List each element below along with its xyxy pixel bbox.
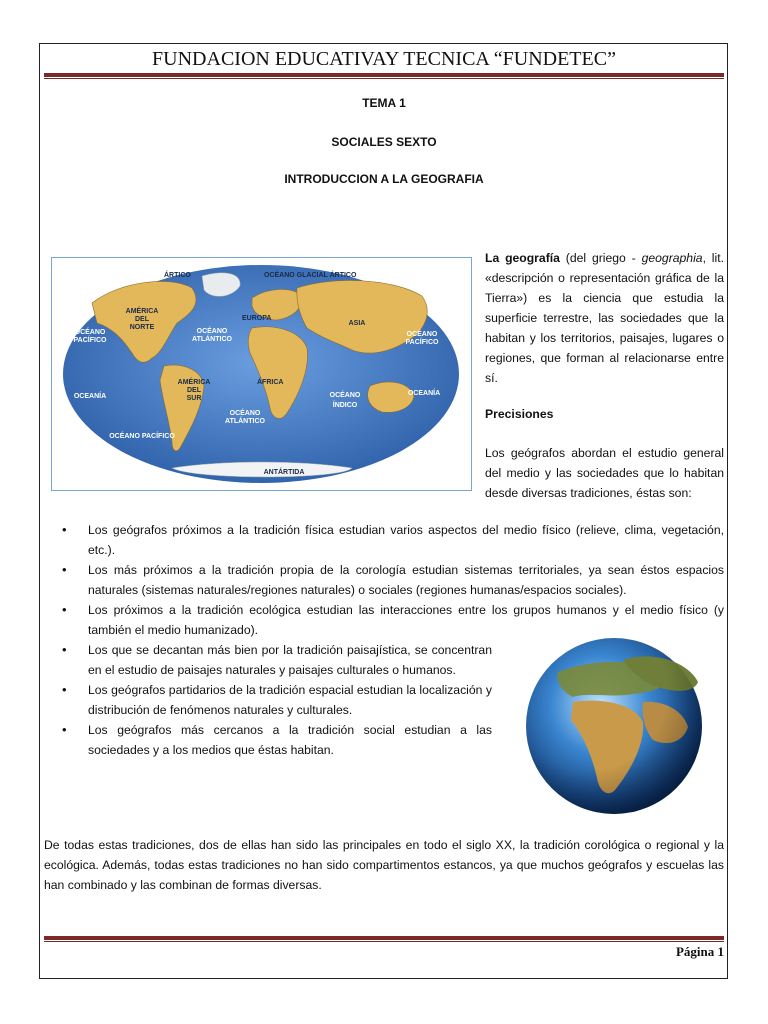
traditions-list-narrow	[62, 640, 492, 760]
map-label-atlantico-n-2: ATLÁNTICO	[192, 336, 232, 343]
page-header-title: FUNDACION EDUCATIVAY TECNICA “FUNDETEC”	[152, 48, 616, 70]
list-item: • Los más próximos a la tradición propia de la corología estudian sistemas territoriales, ya sean éstos espacios naturales (sistemas naturales/regiones naturales) o sociales (regiones humanas/espacios sociales).	[62, 560, 724, 600]
map-label-asia: ASIA	[348, 320, 366, 327]
map-label-america-norte: AMÉRICA	[125, 308, 159, 315]
world-map-svg	[52, 258, 471, 490]
map-label-glacial: OCÉANO GLACIAL ÁRTICO	[264, 272, 357, 279]
map-label-america-sur: AMÉRICA	[177, 379, 211, 386]
map-label-indico-2: ÍNDICO	[332, 402, 358, 409]
world-map-image	[51, 257, 472, 491]
map-label-america-sur-2: DEL	[187, 387, 201, 394]
map-label-artico: ÁRTICO	[164, 272, 191, 279]
map-label-oceania-right: OCEANÍA	[407, 390, 441, 397]
map-label-oceania-left: OCEANÍA	[73, 393, 107, 400]
map-label-atlantico-s-2: ATLÁNTICO	[225, 418, 265, 425]
list-item: • Los geógrafos partidarios de la tradición espacial estudian la localización y distribución de fenómenos naturales y culturales.	[62, 680, 492, 720]
map-label-america-sur-3: SUR	[186, 395, 202, 402]
subject-heading: SOCIALES SEXTO	[331, 135, 437, 149]
traditions-list-full	[62, 520, 724, 640]
header-rule	[44, 73, 724, 77]
map-label-pacifico-left-2: PACÍFICO	[73, 337, 107, 344]
map-label-antartida: ANTÁRTIDA	[263, 469, 305, 476]
intro-term: La geografía	[485, 251, 560, 265]
map-label-pacifico-left: OCÉANO	[74, 329, 106, 336]
map-label-america-norte-2: DEL	[135, 316, 149, 323]
list-item: • Los que se decantan más bien por la tradición paisajística, se concentran en el estudio de paisajes naturales y paisajes culturales o humanos.	[62, 640, 492, 680]
list-item: • Los geógrafos próximos a la tradición física estudian varios aspectos del medio físico (relieve, clima, vegetación, etc.).	[62, 520, 724, 560]
intro-part1: (del griego -	[559, 251, 642, 265]
map-label-africa: ÁFRICA	[257, 379, 284, 386]
map-label-europa: EUROPA	[242, 315, 272, 322]
map-label-america-norte-3: NORTE	[129, 324, 155, 331]
map-label-pacifico-right: OCÉANO	[406, 331, 438, 338]
list-item: • Los geógrafos más cercanos a la tradición social estudian a las sociedades y a los medios que éstas habitan.	[62, 720, 492, 760]
intro-paragraph	[485, 248, 724, 388]
page-number: Página 1	[675, 944, 724, 959]
map-label-atlantico-n: OCÉANO	[196, 328, 228, 335]
footer-rule	[44, 936, 724, 940]
list-item: • Los próximos a la tradición ecológica estudian las interacciones entre los grupos humanos y el medio físico (y también el medio humanizado).	[62, 600, 724, 640]
precisiones-heading: Precisiones	[485, 407, 554, 421]
intro-etymology: geographia	[641, 251, 703, 265]
map-label-pacifico-right-2: PACÍFICO	[405, 339, 439, 346]
globe-svg	[503, 632, 725, 820]
tema-heading: TEMA 1	[362, 96, 406, 110]
header-rule-thin	[44, 78, 724, 79]
globe-shade	[526, 638, 702, 814]
map-label-indico: OCÉANO	[329, 392, 361, 399]
precisiones-text: Los geógrafos abordan el estudio general del medio y las sociedades que lo habitan desde diversas tradiciones, éstas son:	[485, 446, 724, 500]
map-label-pacifico-bottom: OCÉANO PACÍFICO	[109, 433, 175, 440]
intro-part2: , lit. «descripción o representación gráfica de la Tierra») es la ciencia que estudia la superficie terrestre, las sociedades que la habitan y los territorios, paisajes, lugares o regiones, que forman al relacionarse entre sí.	[485, 251, 724, 385]
footer-rule-thin	[44, 941, 724, 942]
topic-heading: INTRODUCCION A LA GEOGRAFIA	[284, 172, 484, 186]
conclusion-paragraph: De todas estas tradiciones, dos de ellas han sido las principales en todo el siglo XX, la tradición corológica o regional y la ecológica. Además, todas estas tradiciones no han sido compartimentos estancos, ya que muchos geógrafos y escuelas las han combinado y las combinan de formas diversas.	[44, 838, 724, 892]
map-label-atlantico-s: OCÉANO	[229, 410, 261, 417]
globe-image	[503, 632, 725, 820]
